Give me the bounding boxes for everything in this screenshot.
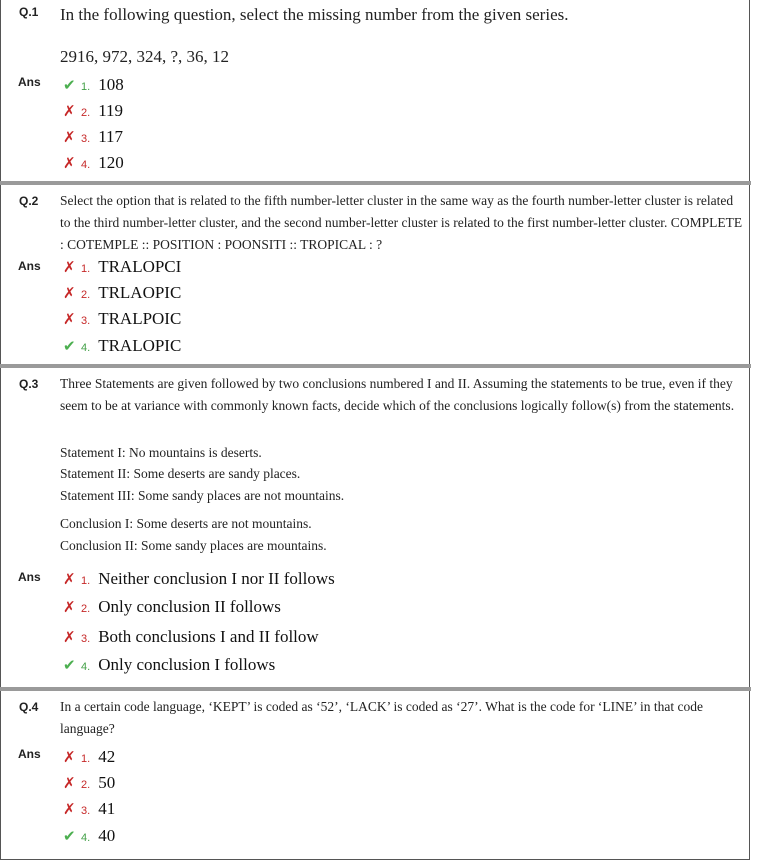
question-number: Q.2 [19,194,39,208]
option-1 [63,75,124,95]
cross-icon: ✗ [63,102,76,120]
option-number: 2. [81,107,91,119]
answer-label: Ans [18,747,41,761]
cross-icon: ✗ [63,774,76,792]
question-block-4 [0,691,750,860]
option-text: TRALPOIC [98,309,182,328]
option-1 [63,569,335,589]
option-text: Only conclusion I follows [98,655,276,674]
statement-3: Statement III: Some sandy places are not mountains. [60,488,345,503]
option-text: 40 [98,826,116,845]
option-number: 2. [81,289,91,301]
option-number: 1. [81,575,91,587]
option-text: TRALOPCI [98,257,182,276]
option-4 [63,826,115,846]
option-text: 108 [98,75,124,94]
question-text: In the following question, select the missing number from the given series. [60,5,569,24]
option-number: 1. [81,81,91,93]
option-text: 117 [98,127,124,146]
cross-icon: ✗ [63,800,76,818]
check-icon: ✔ [63,76,76,94]
option-number: 4. [81,159,91,171]
question-number: Q.3 [19,377,39,391]
option-text: TRLAOPIC [98,283,182,302]
option-2 [63,101,123,121]
conclusion-1: Conclusion I: Some deserts are not mountains. [60,516,312,531]
option-number: 1. [81,753,91,765]
question-block-3 [0,368,750,687]
cross-icon: ✗ [63,284,76,302]
option-number: 3. [81,633,91,645]
option-1 [63,257,181,277]
option-1 [63,747,115,767]
option-3 [63,799,115,819]
option-text: 119 [98,101,124,120]
option-number: 2. [81,779,91,791]
option-number: 3. [81,805,91,817]
option-2 [63,773,115,793]
cross-icon: ✗ [63,748,76,766]
check-icon: ✔ [63,337,76,355]
option-number: 4. [81,832,91,844]
option-text: Neither conclusion I nor II follows [98,569,335,588]
option-text: 120 [98,153,124,172]
option-text: TRALOPIC [98,336,182,355]
option-text: Both conclusions I and II follow [98,627,319,646]
option-number: 4. [81,342,91,354]
answer-label: Ans [18,259,41,273]
option-3 [63,627,319,647]
answer-label: Ans [18,75,41,89]
option-3 [63,127,123,147]
check-icon: ✔ [63,656,76,674]
cross-icon: ✗ [63,128,76,146]
cross-icon: ✗ [63,310,76,328]
question-text: Select the option that is related to the fifth number-letter cluster in the same way as the fourth number-letter cluster is related to the third number-letter cluster, and the second number-letter cluster is related to the first number-letter cluster. COMPLETE : COTEMPLE :: POSITION : POONSITI :: TROPICAL : ? [60,193,743,252]
question-text: Three Statements are given followed by two conclusions numbered I and II. Assuming the statements to be true, even if they seem to be at variance with commonly known facts, decide which of the conclusions logically follow(s) from the statements. [60,376,735,413]
question-series: 2916, 972, 324, ?, 36, 12 [60,47,230,66]
option-text: 41 [98,799,116,818]
option-4 [63,153,124,173]
cross-icon: ✗ [63,154,76,172]
cross-icon: ✗ [63,570,76,588]
option-4 [63,655,275,675]
option-3 [63,309,181,329]
question-number: Q.4 [19,700,39,714]
question-text: In a certain code language, ‘KEPT’ is coded as ‘52’, ‘LACK’ is coded as ‘27’. What is the code for ‘LINE’ in that code language? [60,699,704,736]
option-number: 1. [81,263,91,275]
option-number: 3. [81,315,91,327]
option-number: 2. [81,603,91,615]
conclusion-2: Conclusion II: Some sandy places are mountains. [60,538,327,553]
statement-1: Statement I: No mountains is deserts. [60,445,262,460]
question-number: Q.1 [19,5,39,19]
cross-icon: ✗ [63,598,76,616]
option-text: Only conclusion II follows [98,597,281,616]
question-block-2 [0,185,750,364]
option-number: 3. [81,133,91,145]
option-4 [63,336,181,356]
question-block-1 [0,0,750,181]
cross-icon: ✗ [63,258,76,276]
statement-2: Statement II: Some deserts are sandy places. [60,466,301,481]
option-2 [63,597,281,617]
option-text: 42 [98,747,116,766]
check-icon: ✔ [63,827,76,845]
answer-label: Ans [18,570,41,584]
cross-icon: ✗ [63,628,76,646]
option-2 [63,283,181,303]
option-text: 50 [98,773,116,792]
option-number: 4. [81,661,91,673]
